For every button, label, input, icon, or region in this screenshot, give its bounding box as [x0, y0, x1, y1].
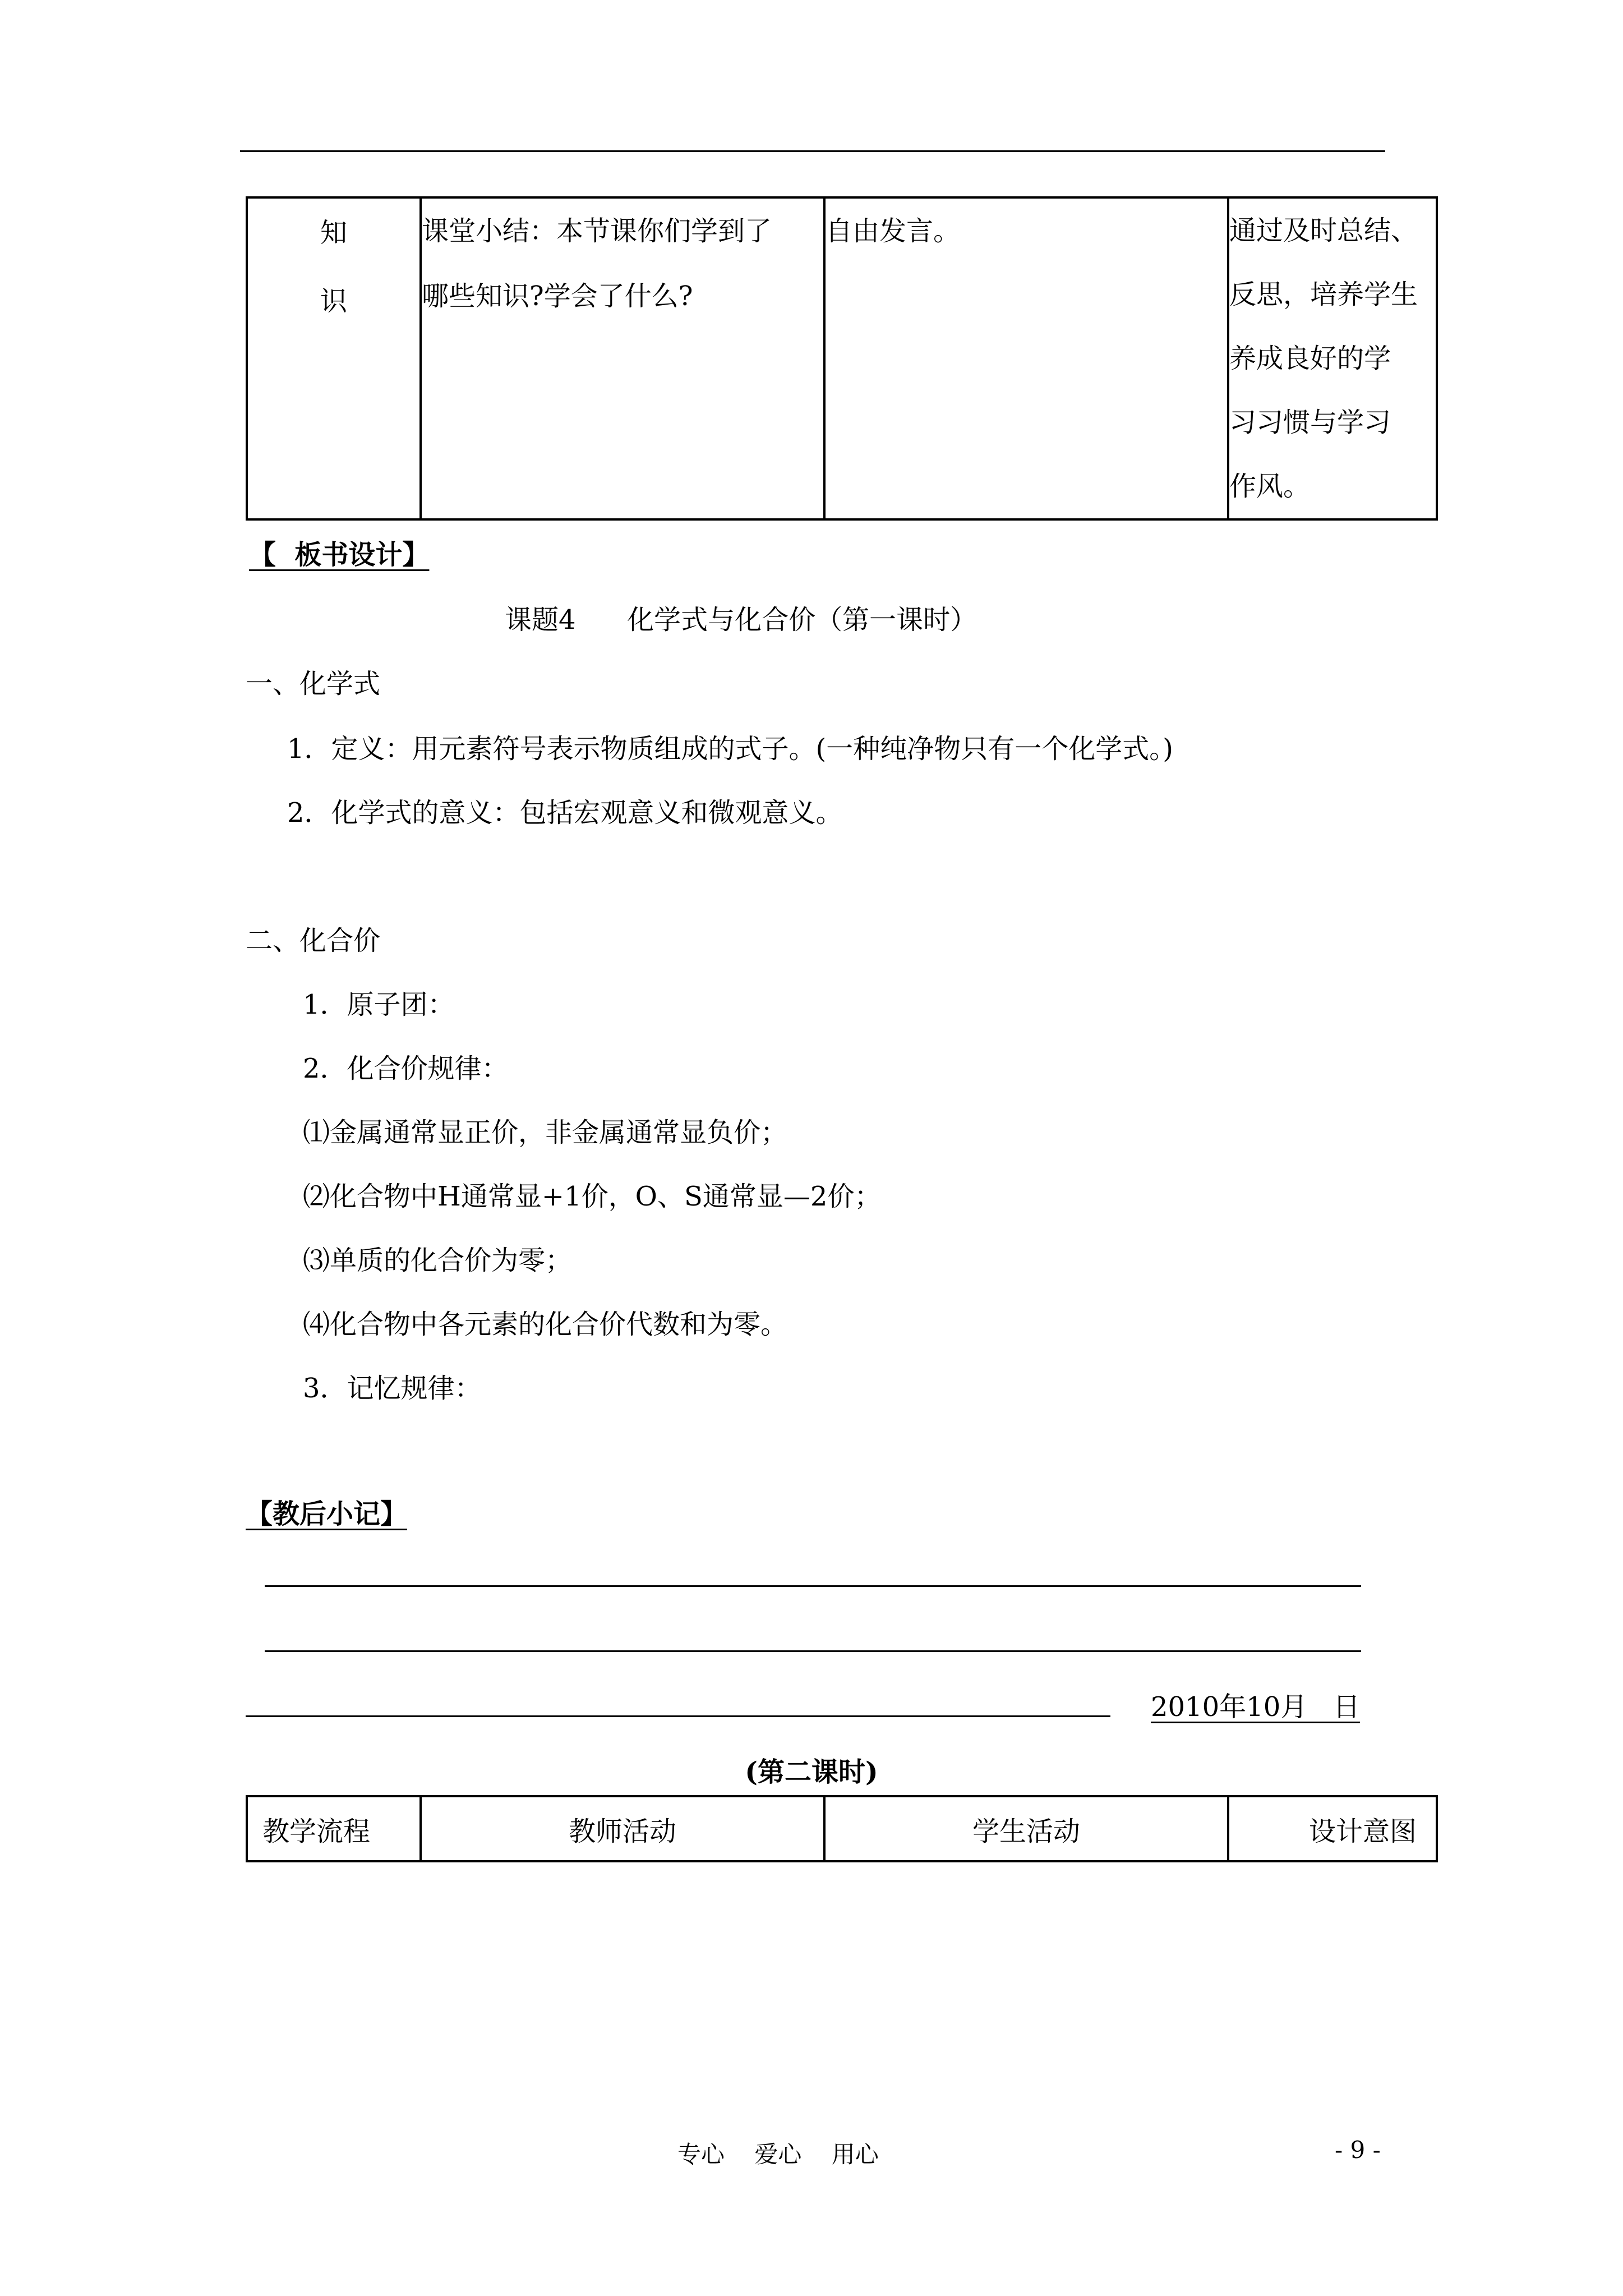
- footer-motto: 专心 爱心 用心: [677, 2141, 879, 2168]
- flow-char: 知: [320, 217, 347, 249]
- blank-writing-line: [265, 1585, 1361, 1587]
- page-number: - 9 -: [1335, 2136, 1381, 2164]
- blank-writing-line: [265, 1650, 1361, 1652]
- teacher-text-line: 哪些知识?学会了什么?: [422, 280, 693, 312]
- postscript-heading: 【教后小记】: [246, 1498, 408, 1530]
- flow-char: 识: [320, 286, 347, 317]
- date-text: 2010年10月 日: [1151, 1691, 1361, 1723]
- column-header: 教师活动: [421, 1796, 824, 1861]
- valence-rule: ⑵化合物中H通常显+1价，O、S通常显—2价；: [303, 1181, 882, 1212]
- section1-item: 2．化学式的意义：包括宏观意义和微观意义。: [287, 797, 843, 829]
- intent-line: 养成良好的学: [1229, 343, 1391, 374]
- header-rule: [240, 150, 1385, 152]
- teacher-text-line: 课堂小结：本节课你们学到了: [422, 215, 772, 247]
- second-lesson-title: (第二课时): [745, 1756, 878, 1788]
- section1-item: 1．定义：用元素符号表示物质组成的式子。(一种纯净物只有一个化学式。): [287, 733, 1173, 765]
- student-activity-cell: [824, 197, 1228, 519]
- intent-line: 作风。: [1229, 471, 1311, 502]
- intent-line: 通过及时总结、: [1229, 215, 1418, 246]
- flow-cell: [247, 197, 421, 519]
- column-header: 学生活动: [824, 1796, 1228, 1861]
- valence-rule: ⑴金属通常显正价，非金属通常显负价；: [303, 1117, 788, 1148]
- lesson-table-part2: [246, 1795, 1438, 1862]
- intent-line: 习习惯与学习: [1229, 407, 1391, 438]
- valence-rule: ⑶单质的化合价为零；: [303, 1245, 573, 1276]
- section2-title: 二、化合价: [246, 925, 381, 956]
- valence-rule: ⑷化合物中各元素的化合价代数和为零。: [303, 1309, 788, 1340]
- intent-line: 反思，培养学生: [1229, 279, 1418, 310]
- design-intent-cell: [1228, 197, 1437, 519]
- section2-item: 1．原子团：: [303, 989, 455, 1020]
- lesson-table-part1: [246, 196, 1438, 521]
- section2-item: 3．记忆规律：: [303, 1373, 482, 1404]
- table-header-row: [247, 1796, 1437, 1861]
- board-design-heading: 【 板书设计】: [249, 539, 430, 570]
- table-row: [247, 197, 1437, 519]
- topic-title: 课题4 化学式与化合价（第一课时）: [505, 604, 978, 636]
- section1-title: 一、化学式: [246, 668, 381, 700]
- section2-item: 2．化合价规律：: [303, 1053, 509, 1084]
- column-header: 教学流程: [247, 1796, 421, 1861]
- student-text: 自由发言。: [826, 215, 961, 247]
- column-header: 设计意图: [1228, 1796, 1437, 1861]
- blank-writing-line: [246, 1715, 1110, 1717]
- teacher-activity-cell: [421, 197, 824, 519]
